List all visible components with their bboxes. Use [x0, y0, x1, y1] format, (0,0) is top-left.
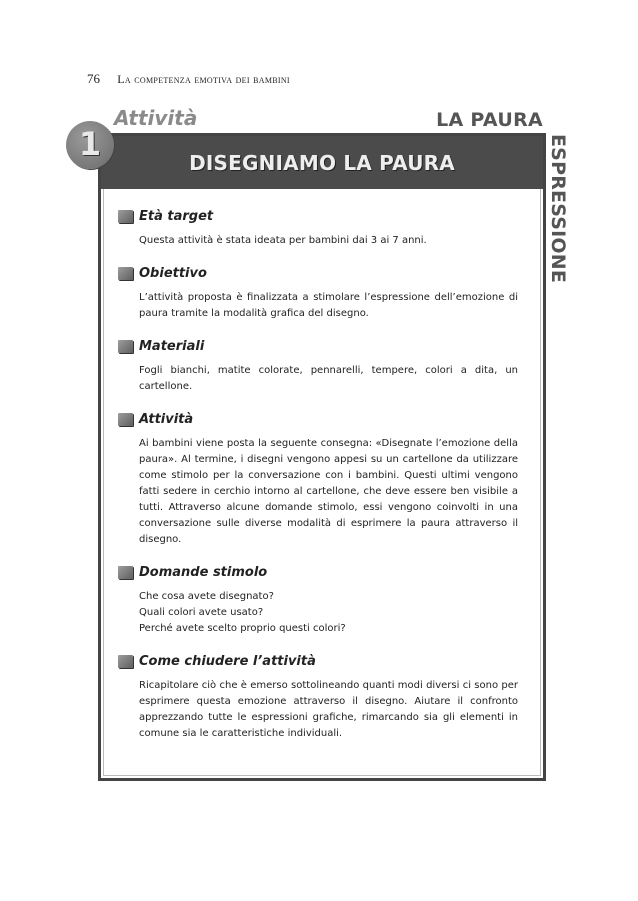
square-bullet-icon — [118, 210, 133, 223]
section-heading: Materiali — [139, 338, 205, 354]
title-bar — [101, 136, 543, 189]
side-tab — [543, 134, 573, 284]
section-text: Fogli bianchi, matite colorate, pennarelli, tempere, colori a dita, un cartellone. — [139, 365, 518, 392]
section-text: Questa attività è stata ideata per bambini dai 3 ai 7 anni. — [139, 235, 427, 246]
section-heading: Attività — [139, 411, 194, 427]
section-body — [139, 436, 518, 548]
question-line: Quali colori avete usato? — [139, 607, 264, 618]
activity-card — [98, 133, 546, 781]
section-eta-target — [118, 206, 518, 249]
square-bullet-icon — [118, 413, 133, 426]
side-tab-label: ESPRESSIONE — [547, 134, 569, 284]
page-header — [87, 71, 290, 87]
section-materiali — [118, 336, 518, 395]
section-body — [139, 589, 518, 637]
question-line: Perché avete scelto proprio questi colori? — [139, 623, 346, 634]
page-number: 76 — [87, 71, 100, 86]
section-body — [139, 363, 518, 395]
section-heading: Domande stimolo — [139, 564, 268, 580]
section-text: L’attività proposta è finalizzata a stimolare l’espressione dell’emozione di paura tramite la modalità grafica del disegno. — [139, 292, 518, 319]
square-bullet-icon — [118, 340, 133, 353]
section-obiettivo — [118, 263, 518, 322]
section-body — [139, 290, 518, 322]
section-heading: Età target — [139, 208, 214, 224]
section-text: Ricapitolare ciò che è emerso sottolineando quanti modi diversi ci sono per esprimere questa emozione attraverso il disegno. Aiutare il confronto apprezzando tutte le espressioni grafiche, rimarcando sia gli elementi in comune sia le caratteristiche individuali. — [139, 680, 518, 739]
square-bullet-icon — [118, 566, 133, 579]
section-domande-stimolo — [118, 562, 518, 637]
section-body — [139, 233, 518, 249]
section-label: Attività — [114, 106, 198, 130]
section-come-chiudere — [118, 651, 518, 742]
card-title: DISEGNIAMO LA PAURA — [189, 150, 455, 175]
section-text: Ai bambini viene posta la seguente consegna: «Disegnate l’emozione della paura». Al termine, i disegni vengono appesi su un cartellone da utilizzare come stimolo per la conversazione con i bambini. Questi ultimi vengono fatti sedere in cerchio intorno al cartellone, che deve essere ben visibile a tutti. Attraverso alcune domande stimolo, essi vengono coinvolti in una conversazione sulle diverse modalità di esprimere la paura attraverso il disegno. — [139, 438, 518, 545]
running-title: La competenza emotiva dei bambini — [117, 72, 290, 86]
sections — [118, 206, 518, 756]
section-attivita — [118, 409, 518, 548]
theme-label: LA PAURA — [436, 109, 543, 131]
square-bullet-icon — [118, 267, 133, 280]
section-body — [139, 678, 518, 742]
section-heading: Obiettivo — [139, 265, 207, 281]
section-heading: Come chiudere l’attività — [139, 653, 316, 669]
badge-number: 1 — [78, 125, 102, 163]
square-bullet-icon — [118, 655, 133, 668]
activity-number-badge — [66, 121, 114, 169]
question-line: Che cosa avete disegnato? — [139, 591, 274, 602]
